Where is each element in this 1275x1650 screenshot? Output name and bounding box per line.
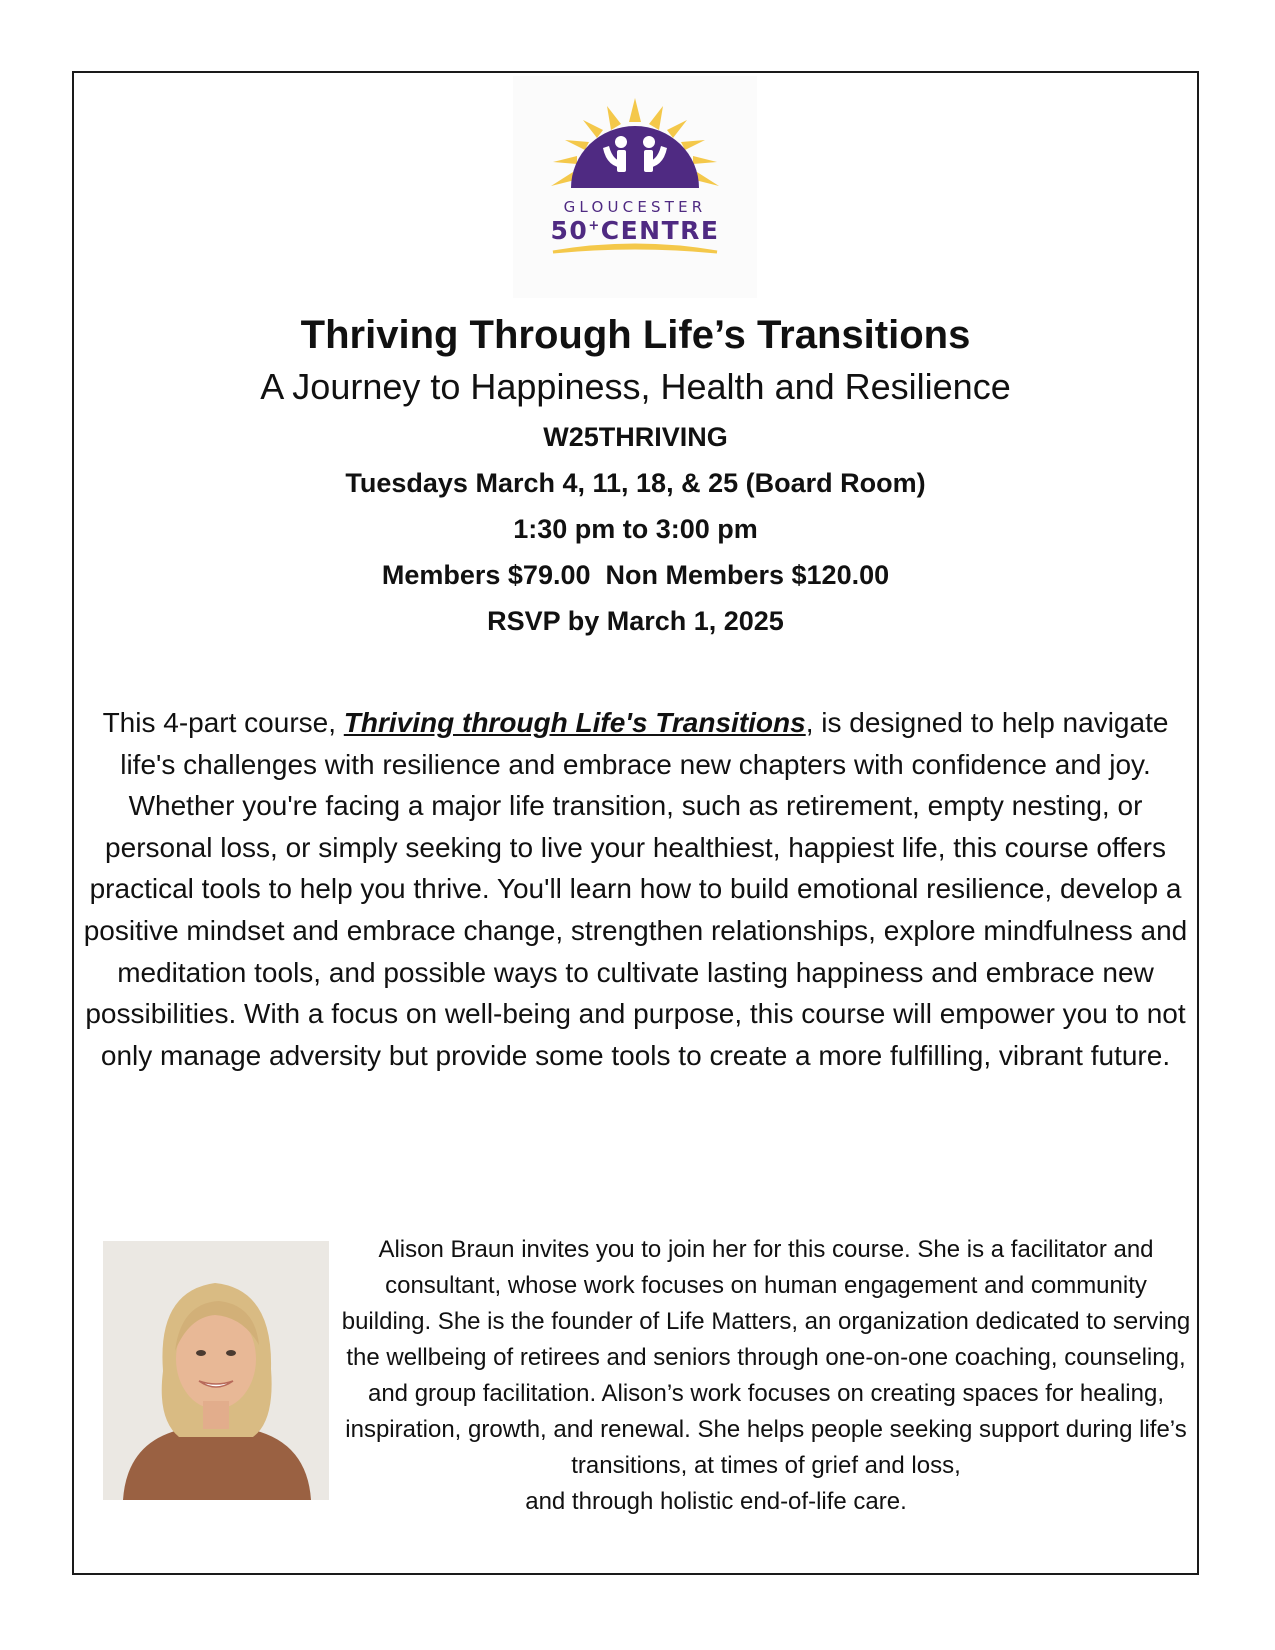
rsvp-deadline: RSVP by March 1, 2025 <box>487 606 784 636</box>
event-title: Thriving Through Life’s Transitions <box>300 313 971 357</box>
event-header <box>72 310 1199 644</box>
logo-text-50-centre: 50+CENTRE <box>550 216 720 245</box>
event-dates: Tuesdays March 4, 11, 18, & 25 (Board Room) <box>345 468 926 498</box>
course-name-emphasis: Thriving through Life's Transitions <box>343 707 806 738</box>
description-intro: This 4-part course, <box>102 707 344 738</box>
facilitator-bio <box>338 1232 1194 1520</box>
course-description <box>82 702 1189 1076</box>
course-code: W25THRIVING <box>543 422 728 452</box>
bio-text: Alison Braun invites you to join her for this course. She is a facilitator and consultant, whose work focuses on human engagement and community building. She is the founder of Life Matters, an organization dedicated to serving the wellbeing of retirees and seniors through one-on-one coaching, counseling, and group facilitation. Alison’s work focuses on creating spaces for healing, inspiration, growth, and renewal. She helps people seeking support during life’s transitions, at times of grief and loss, <box>341 1236 1191 1479</box>
description-body: , is designed to help navigate life's challenges with resilience and embrace new chapters with confidence and joy. Whether you're facing a major life transition, such as retirement, empty nesting, or personal loss, or simply seeking to live your healthiest, happiest life, this course offers practical tools to help you thrive. You'll learn how to build emotional resilience, develop a positive mindset and embrace change, strengthen relationships, explore mindfulness and meditation tools, and possible ways to cultivate lasting happiness and embrace new possibilities. With a focus on well-being and purpose, this course will empower you to not only manage adversity but provide some tools to create a more fulfilling, vibrant future. <box>83 707 1188 1071</box>
bio-last-line: and through holistic end-of-life care. <box>525 1488 907 1515</box>
event-price: Members $79.00 Non Members $120.00 <box>381 560 890 590</box>
event-time: 1:30 pm to 3:00 pm <box>513 514 758 544</box>
sun-logo-icon <box>513 76 757 298</box>
gloucester-50-centre-logo <box>513 76 757 298</box>
logo-text-gloucester: GLOUCESTER <box>563 198 707 216</box>
facilitator-photo <box>103 1241 329 1500</box>
event-subtitle: A Journey to Happiness, Health and Resilience <box>260 366 1011 407</box>
